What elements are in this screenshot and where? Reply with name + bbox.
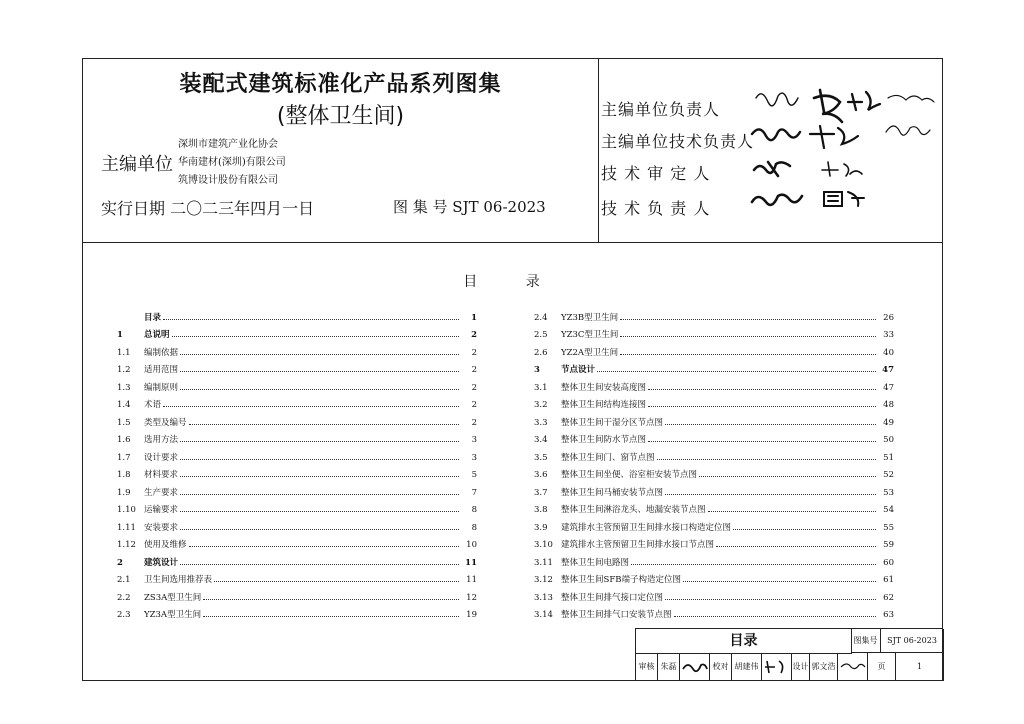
toc-entry-page: 40 [883, 347, 894, 358]
toc-entry-number: 2.5 [534, 330, 548, 340]
toc-leader-dots [683, 581, 876, 582]
toc-entry [117, 375, 477, 393]
toc-leader-dots [180, 354, 459, 355]
toc-entry-number: 1.12 [117, 540, 136, 550]
toc-entry [117, 498, 477, 516]
toc-leader-dots [180, 494, 459, 495]
toc-entry [534, 428, 894, 446]
toc-leader-dots [180, 459, 459, 460]
toc-left-column [117, 305, 477, 620]
toc-entry [117, 428, 477, 446]
toc-entry [534, 410, 894, 428]
toc-entry-number: 2.6 [534, 347, 548, 358]
editor-item: 筑博设计股份有限公司 [178, 175, 278, 186]
toc-right-column [534, 305, 894, 620]
designer-signature-image [839, 653, 867, 679]
checker-name: 胡建伟 [732, 653, 762, 681]
toc-leader-dots [203, 616, 459, 617]
atlas-number: 图 集 号 SJT 06-2023 [393, 198, 546, 216]
toc-entry-title: 安装要求 [144, 522, 179, 533]
atlas-title: 装配式建筑标准化产品系列图集 [179, 72, 502, 97]
toc-entry [534, 463, 894, 481]
toc-entry [534, 480, 894, 498]
toc-entry-page: 5 [471, 470, 477, 480]
toc-entry-title: 整体卫生间防水节点图 [561, 435, 647, 445]
editor-item: 深圳市建筑产业化协会 [178, 139, 278, 150]
toc-entry-title: ZS3A型卫生间 [144, 592, 202, 603]
toc-entry-number: 1.9 [117, 487, 131, 498]
reviewer-signature [680, 653, 710, 681]
toc-leader-dots [648, 441, 876, 442]
technical-reviewer-label: 技 术 审 定 人 [601, 164, 711, 183]
toc-entry-number: 3.10 [534, 540, 553, 550]
page-label: 页 [868, 653, 896, 681]
toc-entry-title: YZ2A型卫生间 [561, 347, 619, 358]
toc-entry [534, 603, 894, 621]
toc-leader-dots [163, 406, 459, 407]
toc-entry [117, 410, 477, 428]
toc-entry-number: 1 [117, 330, 123, 340]
toc-leader-dots [716, 546, 876, 547]
toc-leader-dots [665, 599, 876, 600]
toc-entry-title: 整体卫生间坐便、浴室柜安装节点图 [561, 470, 698, 480]
toc-entry-number: 1.11 [117, 522, 136, 533]
toc-entry-title: 整体卫生间排气口安装节点图 [561, 610, 672, 620]
toc-entry-number: 3.11 [534, 557, 553, 568]
toc-entry-title: 节点设计 [561, 365, 596, 375]
toc-entry-number: 3.9 [534, 522, 548, 533]
responsible-person-label: 主编单位负责人 [601, 100, 721, 119]
toc-entry-number: 3.5 [534, 452, 548, 463]
toc-entry-page: 51 [883, 452, 894, 463]
toc-entry [117, 585, 477, 603]
toc-entry-title: 生产要求 [144, 487, 179, 498]
toc-entry-title: 目录 [144, 312, 162, 323]
atlas-number-value: SJT 06-2023 [881, 629, 944, 653]
designer-signature [838, 653, 868, 681]
toc-entry-page: 60 [883, 557, 894, 568]
technical-lead-label: 技 术 负 责 人 [601, 199, 711, 218]
toc-leader-dots [180, 511, 459, 512]
toc-entry-title: 整体卫生间门、窗节点图 [561, 452, 655, 463]
toc-entry-page: 54 [883, 505, 894, 515]
editor-list [178, 136, 286, 190]
toc-entry-page: 12 [466, 592, 477, 603]
page-value: 1 [896, 653, 944, 681]
atlas-number-label: 图集号 [851, 629, 881, 653]
toc-entry-page: 10 [466, 540, 477, 550]
toc-leader-dots [180, 371, 459, 372]
toc-entry-page: 2 [471, 382, 477, 393]
toc-entry-page: 53 [883, 487, 894, 498]
toc-entry-title: 运输要求 [144, 505, 179, 515]
review-label: 审核 [636, 653, 658, 681]
toc-entry-page: 50 [883, 435, 894, 445]
toc-entry-number: 3.2 [534, 400, 548, 410]
toc-entry-title: 类型及编号 [144, 417, 187, 428]
header-left [83, 59, 599, 242]
header-block [83, 59, 942, 243]
toc-entry-page: 2 [471, 400, 477, 410]
toc-entry-page: 2 [471, 347, 477, 358]
toc-leader-dots [657, 459, 876, 460]
editor-item: 华南建材(深圳)有限公司 [178, 157, 286, 168]
toc-entry-page: 8 [471, 522, 477, 533]
effective-date: 实行日期 二〇二三年四月一日 [101, 199, 315, 218]
toc-entry-page: 8 [471, 505, 477, 515]
toc-entry [117, 603, 477, 621]
check-label: 校对 [710, 653, 732, 681]
toc-entry-title: 设计要求 [144, 452, 179, 463]
toc-entry [117, 480, 477, 498]
toc-leader-dots [172, 336, 459, 337]
toc-entry-title: 整体卫生间安装高度图 [561, 382, 647, 393]
toc-entry-number: 3 [534, 365, 540, 375]
toc-entry-page: 62 [883, 592, 894, 603]
toc-entry-number: 3.1 [534, 382, 548, 393]
toc-entry-number: 3.12 [534, 575, 553, 585]
toc-entry-page: 2 [471, 330, 477, 340]
toc-entry [117, 323, 477, 341]
toc-entry [117, 515, 477, 533]
toc-entry [534, 550, 894, 568]
toc-entry-number: 1.1 [117, 347, 131, 358]
toc-entry-page: 61 [883, 575, 894, 585]
toc-entry-page: 59 [883, 540, 894, 550]
toc-leader-dots [189, 546, 459, 547]
toc-leader-dots [733, 529, 876, 530]
toc-entry [117, 463, 477, 481]
toc-entry-number: 3.8 [534, 505, 548, 515]
toc-entry-number: 1.7 [117, 452, 131, 463]
toc-entry-number: 3.13 [534, 592, 553, 603]
toc-entry [534, 323, 894, 341]
toc-entry-number: 1.2 [117, 365, 131, 375]
toc-entry-page: 49 [883, 417, 894, 428]
toc-entry-number: 1.3 [117, 382, 131, 393]
toc-entry-title: 使用及维修 [144, 540, 187, 550]
toc-entry-number: 3.4 [534, 435, 548, 445]
title-block [635, 628, 943, 681]
toc-entry-title: 术语 [144, 400, 162, 410]
drawing-sheet [82, 58, 943, 681]
designer-name: 郭文浩 [810, 653, 838, 681]
toc-entry [534, 585, 894, 603]
reviewer-signature-image [681, 653, 709, 679]
toc-leader-dots [708, 511, 876, 512]
checker-signature [762, 653, 792, 681]
technical-responsible-label: 主编单位技术负责人 [601, 132, 755, 151]
toc-entry-page: 47 [882, 365, 894, 375]
toc-entry [534, 515, 894, 533]
toc-entry-title: YZ3A型卫生间 [144, 610, 202, 620]
toc-entry [534, 340, 894, 358]
toc-entry [117, 445, 477, 463]
toc-entry-number: 3.3 [534, 417, 548, 428]
toc-leader-dots [665, 424, 876, 425]
toc-entry-number: 1.5 [117, 417, 131, 428]
toc-leader-dots [648, 389, 876, 390]
toc-entry-page: 33 [883, 330, 894, 340]
toc-entry-title: 建筑设计 [144, 557, 179, 568]
toc-entry [117, 340, 477, 358]
toc-entry-title: 编制依据 [144, 347, 179, 358]
toc-leader-dots [674, 616, 876, 617]
toc-entry-title: 材料要求 [144, 470, 179, 480]
toc-entry-title: 选用方法 [144, 435, 179, 445]
toc-entry-number: 2 [117, 557, 123, 568]
toc-entry-title: 建筑排水主管预留卫生间排水接口构造定位图 [561, 522, 732, 533]
reviewer-name: 朱磊 [658, 653, 680, 681]
toc-entry-title: 整体卫生间结构连接图 [561, 400, 647, 410]
toc-leader-dots [180, 529, 459, 530]
toc-entry-title: 整体卫生间马桶安装节点图 [561, 487, 664, 498]
toc-entry-page: 52 [883, 470, 894, 480]
toc-entry [117, 393, 477, 411]
toc-leader-dots [203, 599, 459, 600]
toc-entry-page: 63 [883, 610, 894, 620]
toc-entry [117, 550, 477, 568]
toc-entry-title: 整体卫生间排气接口定位图 [561, 592, 664, 603]
toc-entry-page: 3 [471, 452, 477, 463]
toc-leader-dots [189, 424, 459, 425]
toc-leader-dots [180, 441, 459, 442]
toc-entry-page: 11 [466, 575, 477, 585]
toc-entry-number: 1.10 [117, 505, 136, 515]
toc-entry-title: 总说明 [144, 330, 170, 340]
toc-leader-dots [631, 564, 876, 565]
toc-entry [534, 445, 894, 463]
toc-entry-number: 2.3 [117, 610, 131, 620]
toc-leader-dots [163, 319, 459, 320]
design-label: 设计 [792, 653, 810, 681]
toc-entry-page: 2 [471, 417, 477, 428]
toc-entry [534, 375, 894, 393]
toc-entry-title: YZ3B型卫生间 [561, 312, 619, 323]
toc-entry-page: 7 [471, 487, 477, 498]
toc-entry-page: 2 [471, 365, 477, 375]
toc-entry [534, 568, 894, 586]
toc-entry-title: 卫生间选用推荐表 [144, 575, 213, 585]
toc-heading: 目 录 [463, 274, 562, 290]
atlas-subtitle: (整体卫生间) [276, 104, 405, 129]
toc-entry-number: 3.14 [534, 610, 553, 620]
toc-entry [534, 393, 894, 411]
toc-entry-page: 11 [465, 557, 477, 568]
toc-entry-number: 1.4 [117, 400, 131, 410]
toc-entry-page: 48 [883, 400, 894, 410]
toc-entry-number: 3.6 [534, 470, 548, 480]
toc-leader-dots [620, 354, 876, 355]
toc-leader-dots [665, 494, 876, 495]
toc-entry-number: 2.1 [117, 575, 131, 585]
toc-entry-title: 编制原则 [144, 382, 179, 393]
toc-entry [534, 305, 894, 323]
toc-leader-dots [699, 476, 876, 477]
toc-leader-dots [180, 389, 459, 390]
toc-entry-number: 3.7 [534, 487, 548, 498]
toc-entry-title: 整体卫生间电路图 [561, 557, 630, 568]
checker-signature-image [763, 653, 791, 679]
toc-leader-dots [214, 581, 459, 582]
toc-entry-number: 2.4 [534, 312, 548, 323]
toc-entry-page: 47 [883, 382, 894, 393]
toc-entry-title: YZ3C型卫生间 [561, 330, 619, 340]
toc-leader-dots [648, 406, 876, 407]
toc-entry-title: 建筑排水主管预留卫生间排水接口节点图 [561, 540, 715, 550]
toc-entry-number: 1.8 [117, 470, 131, 480]
toc-entry-number: 2.2 [117, 592, 131, 603]
toc-entry [117, 568, 477, 586]
toc-entry-page: 3 [471, 435, 477, 445]
toc-entry-title: 整体卫生间SFB端子构造定位图 [561, 575, 681, 585]
toc-leader-dots [180, 564, 459, 565]
toc-entry-title: 整体卫生间淋浴龙头、地漏安装节点图 [561, 505, 706, 515]
toc-entry [534, 498, 894, 516]
toc-entry [534, 533, 894, 551]
toc-leader-dots [180, 476, 459, 477]
toc-entry-title: 适用范围 [144, 365, 179, 375]
toc-entry [117, 533, 477, 551]
toc-entry-title: 整体卫生间干湿分区节点图 [561, 417, 664, 428]
toc-entry-page: 19 [466, 610, 477, 620]
toc-entry-page: 1 [471, 312, 477, 323]
toc-entry-page: 55 [883, 522, 894, 533]
title-block-title: 目录 [636, 629, 852, 654]
signature-image [748, 84, 943, 234]
toc-entry [117, 358, 477, 376]
toc-entry-page: 26 [883, 312, 894, 323]
toc-entry [117, 305, 477, 323]
toc-entry-number: 1.6 [117, 435, 131, 445]
toc-entry [534, 358, 894, 376]
toc-leader-dots [620, 336, 876, 337]
editor-label: 主编单位 [101, 154, 173, 175]
toc-leader-dots [597, 371, 876, 372]
toc-leader-dots [620, 319, 876, 320]
